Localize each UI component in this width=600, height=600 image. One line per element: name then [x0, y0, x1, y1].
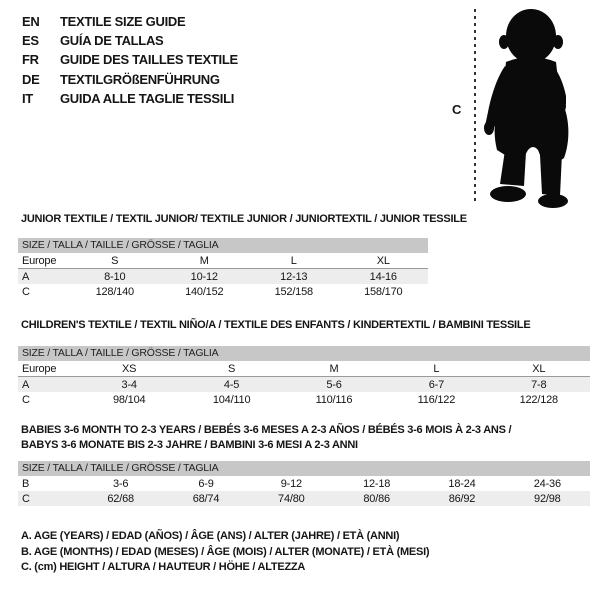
cell: 9-12 [280, 477, 302, 490]
size-header-bar: SIZE / TALLA / TAILLE / GRÖSSE / TAGLIA [18, 461, 590, 476]
cell: 12-13 [280, 270, 308, 283]
junior-table-title: JUNIOR TEXTILE / TEXTIL JUNIOR/ TEXTILE JUNIOR / JUNIORTEXTIL / JUNIOR TESSILE [21, 213, 467, 225]
legend-line-c: C. (cm) HEIGHT / ALTURA / HAUTEUR / HÖHE / ALTEZZA [21, 561, 306, 573]
lang-code: IT [22, 90, 33, 106]
cell: 10-12 [190, 270, 218, 283]
row-label: C [22, 285, 30, 298]
cell: 92/98 [534, 492, 561, 505]
height-measure-label: C [452, 102, 462, 117]
legend-line-b: B. AGE (MONTHS) / EDAD (MESES) / ÂGE (MOIS) / ALTER (MONATE) / ETÀ (MESI) [21, 545, 430, 558]
column-header: S [70, 253, 160, 269]
language-title-list [22, 12, 238, 108]
column-header: Europe [18, 253, 70, 269]
measure-legend [21, 529, 429, 576]
column-header: M [283, 361, 385, 377]
baby-figure [440, 0, 600, 215]
column-header: Europe [18, 361, 78, 377]
lang-label: GUÍA DE TALLAS [60, 33, 164, 49]
row-label: C [22, 492, 30, 505]
table-row-b [18, 476, 590, 491]
cell: 8-10 [104, 270, 126, 283]
cell: 6-7 [428, 378, 445, 391]
cell: 152/158 [274, 285, 313, 298]
cell: 24-36 [533, 477, 561, 490]
row-label: B [22, 477, 30, 490]
row-label: C [22, 393, 30, 406]
lang-row-it [22, 89, 238, 108]
column-header: L [385, 361, 487, 377]
column-header: XL [488, 361, 590, 377]
lang-row-es [22, 31, 238, 50]
lang-code: DE [22, 71, 40, 87]
babies-title-line2: BABYS 3-6 MONATE BIS 2-3 JAHRE / BAMBINI 3-6 MESI A 2-3 ANNI [21, 438, 358, 451]
cell: 74/80 [278, 492, 305, 505]
cell: 4-5 [223, 378, 240, 391]
table-row-a [18, 377, 590, 393]
junior-table [18, 238, 428, 299]
lang-code: FR [22, 52, 39, 68]
cell: 68/74 [192, 492, 220, 505]
lang-code: ES [22, 33, 39, 49]
cell: 104/110 [212, 393, 251, 406]
children-table-title: CHILDREN'S TEXTILE / TEXTIL NIÑO/A / TEXTILE DES ENFANTS / KINDERTEXTIL / BAMBINI TESSILE [21, 319, 531, 331]
size-header-bar: SIZE / TALLA / TAILLE / GRÖSSE / TAGLIA [18, 238, 428, 253]
cell: 80/86 [363, 492, 390, 505]
row-label: A [22, 378, 30, 391]
cell: 98/104 [112, 393, 146, 406]
column-header-row [18, 253, 428, 269]
babies-table-title [21, 423, 511, 452]
cell: 14-16 [369, 270, 397, 283]
cell: 128/140 [95, 285, 134, 298]
cell: 3-4 [121, 378, 137, 391]
cell: 110/116 [315, 393, 353, 406]
size-header-bar: SIZE / TALLA / TAILLE / GRÖSSE / TAGLIA [18, 346, 590, 361]
column-header: S [180, 361, 282, 377]
row-label: A [22, 270, 30, 283]
column-header: XL [339, 253, 429, 269]
lang-row-en [22, 12, 238, 31]
column-header-row [18, 361, 590, 377]
children-table [18, 346, 590, 407]
column-header: L [249, 253, 339, 269]
lang-row-de [22, 70, 238, 89]
lang-label: TEXTILGRÖßENFÜHRUNG [60, 71, 220, 87]
cell: 5-6 [326, 378, 342, 391]
cell: 18-24 [448, 477, 476, 490]
babies-table [18, 461, 590, 506]
column-header: M [160, 253, 250, 269]
cell: 12-18 [363, 477, 391, 490]
column-header: XS [78, 361, 180, 377]
lang-code: EN [22, 14, 40, 30]
cell: 158/170 [364, 285, 403, 298]
table-row-c [18, 392, 590, 407]
cell: 7-8 [531, 378, 547, 391]
cell: 86/92 [448, 492, 476, 505]
lang-label: TEXTILE SIZE GUIDE [60, 14, 186, 30]
table-row-c [18, 284, 428, 299]
table-row-c [18, 491, 590, 506]
lang-label: GUIDA ALLE TAGLIE TESSILI [60, 90, 235, 106]
lang-label: GUIDE DES TAILLES TEXTILE [60, 52, 238, 68]
cell: 62/68 [107, 492, 134, 505]
cell: 140/152 [185, 285, 224, 298]
cell: 6-9 [198, 477, 214, 490]
table-row-a [18, 269, 428, 285]
lang-row-fr [22, 50, 238, 69]
babies-title-line1: BABIES 3-6 MONTH TO 2-3 YEARS / BEBÉS 3-6 MESES A 2-3 AÑOS / BÉBÉS 3-6 MOIS À 2-3 ANS / [21, 424, 512, 436]
cell: 3-6 [113, 477, 129, 490]
cell: 116/122 [417, 393, 456, 406]
baby-silhouette [484, 9, 568, 208]
legend-line-a: A. AGE (YEARS) / EDAD (AÑOS) / ÂGE (ANS) / ALTER (JAHRE) / ETÀ (ANNI) [21, 530, 400, 542]
cell: 122/128 [519, 393, 558, 406]
